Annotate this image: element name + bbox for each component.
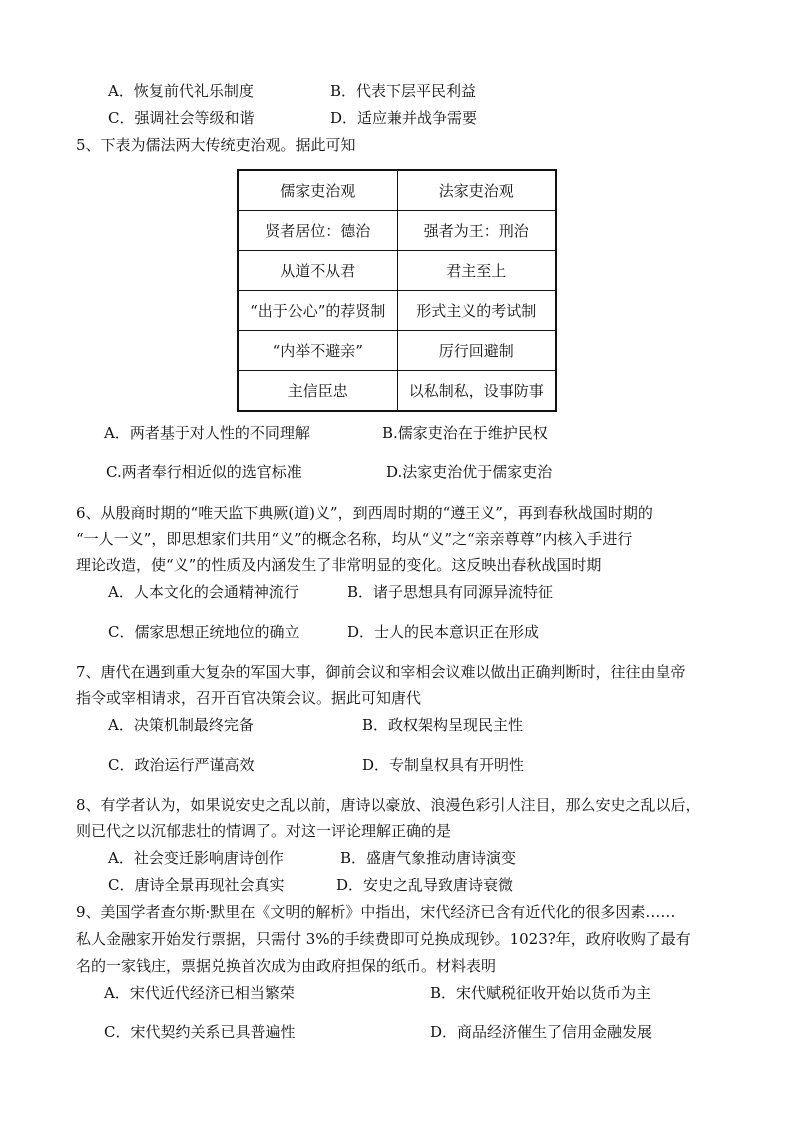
q9-stem-line-3: 名的一家钱庄，票据兑换首次成为由政府担保的纸币。材料表明: [76, 957, 497, 975]
q7-stem-line-2: 指令或宰相请求，召开百官决策会议。据此可知唐代: [76, 689, 422, 707]
table-header-row: [238, 170, 556, 211]
q9-stem-line-1: 9、美国学者查尔斯·默里在《文明的解析》中指出，宋代经济已含有近代化的很多因素……: [76, 903, 676, 921]
q6-option-c: C．儒家思想正统地位的确立: [108, 623, 300, 641]
q9-option-d: D．商品经济催生了信用金融发展: [430, 1023, 653, 1041]
q9-stem-line-2: 私人金融家开始发行票据，只需付 3%的手续费即可兑换成现钞。1023?年，政府收购了最有: [76, 930, 691, 948]
q8-stem-line-1: 8、有学者认为，如果说安史之乱以前，唐诗以豪放、浪漫色彩引人注目，那么安史之乱以后，: [76, 796, 701, 814]
q7-option-c: C．政治运行严谨高效: [108, 756, 255, 774]
table-cell: 厉行回避制: [397, 331, 556, 371]
q7-stem-line-1: 7、唐代在遇到重大复杂的军国大事，御前会议和宰相会议难以做出正确判断时，往往由皇帝: [76, 663, 686, 681]
q5-option-c: C.两者奉行相近似的选官标准: [106, 463, 302, 481]
q6-stem-line-1: 6、从殷商时期的“唯天监下典厥(道)义”，到西周时期的“遵王义”，再到春秋战国时期的: [76, 504, 653, 522]
q5-option-b: B.儒家吏治在于维护民权: [382, 424, 548, 442]
q4-option-d: D．适应兼并战争需要: [330, 109, 478, 127]
q8-option-a: A．社会变迁影响唐诗创作: [108, 849, 284, 867]
q5-option-a: A．两者基于对人性的不同理解: [104, 424, 310, 442]
table-cell: 君主至上: [397, 251, 556, 291]
table-header-cell: 儒家吏治观: [238, 170, 397, 211]
q8-option-d: D．安史之乱导致唐诗衰微: [336, 876, 514, 894]
table-row: [238, 291, 556, 331]
table-cell: “出于公心”的荐贤制: [238, 291, 397, 331]
q6-stem-line-3: 理论改造，使“义”的性质及内涵发生了非常明显的变化。这反映出春秋战国时期: [76, 556, 602, 574]
q5-stem: 5、下表为儒法两大传统吏治观。据此可知: [76, 136, 356, 154]
q8-option-c: C．唐诗全景再现社会真实: [108, 876, 285, 894]
table-row: [238, 251, 556, 291]
table-cell: 贤者居位：德治: [238, 211, 397, 251]
q4-option-c: C．强调社会等级和谐: [108, 109, 255, 127]
q6-stem-line-2: “一人一义”，即思想家们共用“义”的概念名称，均从“义”之“亲亲尊尊”内核入手进行: [76, 530, 633, 548]
q9-option-a: A．宋代近代经济已相当繁荣: [104, 984, 295, 1002]
q8-stem-line-2: 则已代之以沉郁悲壮的情调了。对这一评论理解正确的是: [76, 822, 452, 840]
q9-option-c: C．宋代契约关系已具普遍性: [104, 1023, 296, 1041]
table-cell: 以私制私，设事防事: [397, 371, 556, 412]
table-cell: 形式主义的考试制: [397, 291, 556, 331]
q5-option-d: D.法家吏治优于儒家吏治: [386, 463, 553, 481]
q4-option-a: A．恢复前代礼乐制度: [108, 82, 254, 100]
q7-option-b: B．政权架构呈现民主性: [362, 716, 524, 734]
table-cell: “内举不避亲”: [238, 331, 397, 371]
q8-option-b: B．盛唐气象推动唐诗演变: [340, 849, 517, 867]
q7-option-a: A．决策机制最终完备: [108, 716, 254, 734]
table-cell: 强者为王：刑治: [397, 211, 556, 251]
q4-option-b: B．代表下层平民利益: [330, 82, 477, 100]
q9-option-b: B．宋代赋税征收开始以货币为主: [430, 984, 652, 1002]
q6-option-d: D．士人的民本意识正在形成: [347, 623, 540, 641]
table-row: [238, 331, 556, 371]
q6-option-a: A．人本文化的会通精神流行: [108, 583, 299, 601]
q5-comparison-table: [237, 169, 557, 412]
table-row: [238, 211, 556, 251]
table-cell: 主信臣忠: [238, 371, 397, 412]
q6-option-b: B．诸子思想具有同源异流特征: [347, 583, 554, 601]
table-header-cell: 法家吏治观: [397, 170, 556, 211]
q7-option-d: D．专制皇权具有开明性: [362, 756, 525, 774]
table-row: [238, 371, 556, 412]
table-cell: 从道不从君: [238, 251, 397, 291]
